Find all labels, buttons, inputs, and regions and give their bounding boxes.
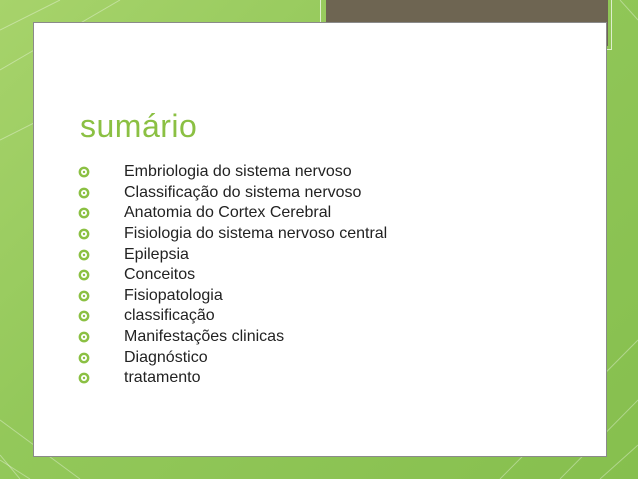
list-item-label: Embriologia do sistema nervoso (124, 163, 352, 181)
list-item-label: Fisiopatologia (124, 286, 223, 304)
list-item (78, 162, 387, 183)
list-item (78, 224, 387, 245)
flower-bullet-icon (78, 187, 90, 199)
flower-bullet-icon (78, 249, 90, 261)
flower-bullet-icon (78, 331, 90, 343)
flower-bullet-icon (78, 352, 90, 364)
list-item (78, 368, 387, 389)
flower-bullet-icon (78, 310, 90, 322)
list-item (78, 203, 387, 224)
list-item-label: Manifestações clinicas (124, 328, 285, 346)
flower-bullet-icon (78, 290, 90, 302)
flower-bullet-icon (78, 372, 90, 384)
list-item (78, 244, 387, 265)
flower-bullet-icon (78, 269, 90, 281)
flower-bullet-icon (78, 228, 90, 240)
list-item-label: Diagnóstico (124, 348, 208, 366)
list-item (78, 327, 387, 348)
flower-bullet-icon (78, 207, 90, 219)
list-item (78, 265, 387, 286)
flower-bullet-icon (78, 166, 90, 178)
list-item (78, 286, 387, 307)
list-item (78, 183, 387, 204)
summary-list (78, 162, 387, 389)
list-item-label: tratamento (124, 369, 201, 387)
slide-title: sumário (80, 108, 198, 144)
list-item-label: classificação (124, 307, 215, 325)
list-item (78, 306, 387, 327)
list-item-label: Epilepsia (124, 245, 189, 263)
list-item-label: Fisiologia do sistema nervoso central (124, 225, 388, 243)
list-item (78, 347, 387, 368)
list-item-label: Conceitos (124, 266, 196, 284)
list-item-label: Classificação do sistema nervoso (124, 183, 362, 201)
list-item-label: Anatomia do Cortex Cerebral (124, 204, 332, 222)
